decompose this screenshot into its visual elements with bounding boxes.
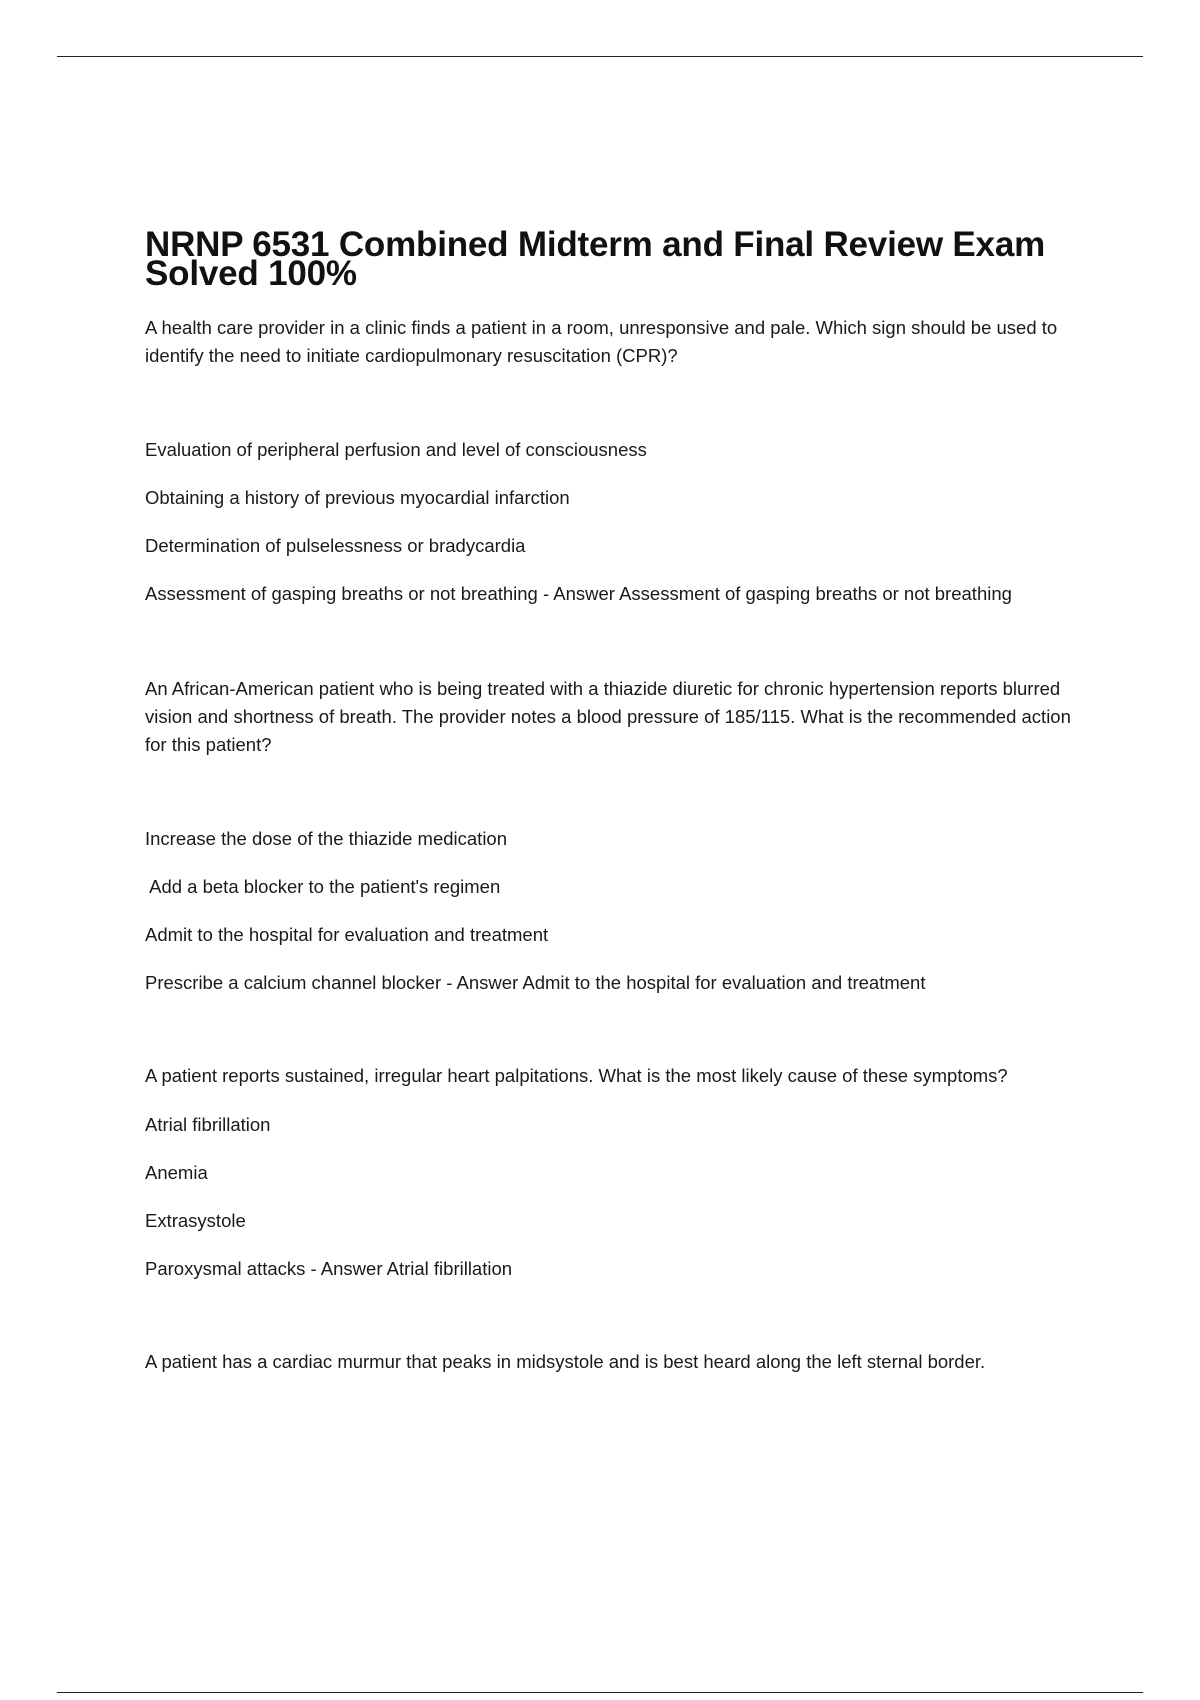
answer-option: Add a beta blocker to the patient's regimen <box>145 876 501 897</box>
question-prompt: A patient reports sustained, irregular heart palpitations. What is the most likely cause of these symptoms? <box>145 1065 1008 1086</box>
answer-option-with-answer: Prescribe a calcium channel blocker - Answer Admit to the hospital for evaluation and treatment <box>145 972 926 993</box>
document-body <box>145 225 1090 1376</box>
question-block <box>145 314 1090 607</box>
footer-rule <box>57 1692 1143 1693</box>
answer-option: Evaluation of peripheral perfusion and level of consciousness <box>145 439 647 460</box>
answer-option: Anemia <box>145 1162 208 1183</box>
question-prompt: A health care provider in a clinic finds a patient in a room, unresponsive and pale. Which sign should be used to identify the need to initiate cardiopulmonary resuscitation (CPR)? <box>145 317 1058 366</box>
answer-option-with-answer: Assessment of gasping breaths or not breathing - Answer Assessment of gasping breaths or not breathing <box>145 583 1012 604</box>
answer-option: Increase the dose of the thiazide medication <box>145 828 508 849</box>
question-block <box>145 675 1090 996</box>
answer-option: Atrial fibrillation <box>145 1114 271 1135</box>
header-rule <box>57 56 1143 57</box>
answer-option: Determination of pulselessness or bradycardia <box>145 535 526 556</box>
answer-option-with-answer: Paroxysmal attacks - Answer Atrial fibrillation <box>145 1258 513 1279</box>
answer-option: Obtaining a history of previous myocardial infarction <box>145 487 570 508</box>
question-prompt: A patient has a cardiac murmur that peaks in midsystole and is best heard along the left sternal border. <box>145 1351 986 1372</box>
answer-option: Admit to the hospital for evaluation and treatment <box>145 924 549 945</box>
answer-option: Extrasystole <box>145 1210 246 1231</box>
document-title: NRNP 6531 Combined Midterm and Final Review Exam Solved 100% <box>145 225 1046 293</box>
question-block <box>145 1348 1090 1376</box>
question-block <box>145 1062 1090 1282</box>
question-prompt: An African-American patient who is being treated with a thiazide diuretic for chronic hypertension reports blurred vision and shortness of breath. The provider notes a blood pressure of 185/115. What is the recommended action for this patient? <box>145 678 1071 755</box>
